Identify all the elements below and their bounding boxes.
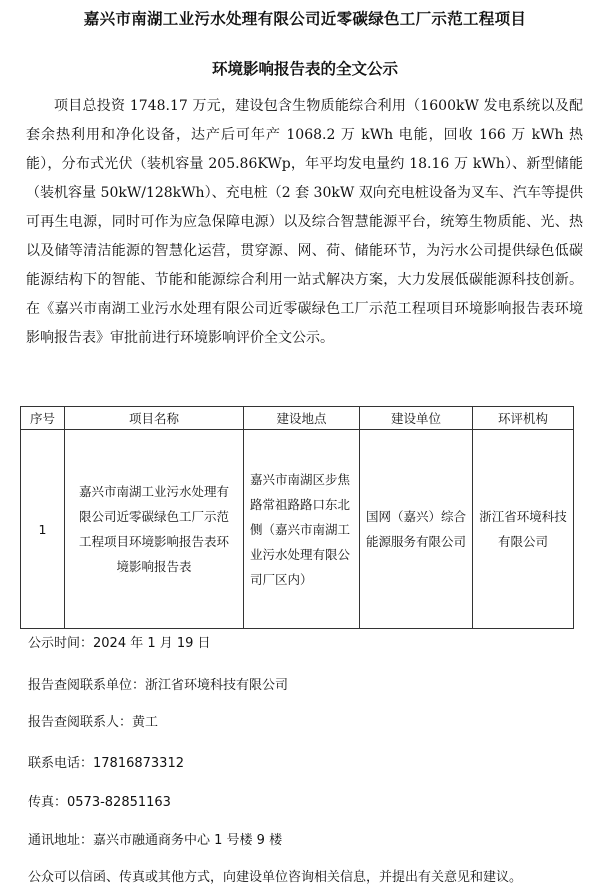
- publish-date: 公示时间：2024 年 1 月 19 日: [28, 636, 211, 651]
- table-header-row: [21, 407, 574, 430]
- project-table: [20, 406, 574, 629]
- header-location: 建设地点: [244, 407, 360, 430]
- header-agency: 环评机构: [473, 407, 574, 430]
- header-project-name: 项目名称: [65, 407, 244, 430]
- intro-paragraph: 项目总投资 1748.17 万元，建设包含生物质能综合利用（1600kW 发电系统以及配套余热利用和净化设备，达产后可年产 1068.2 万 kWh 电能，回收 166 万 kWh 热能），分布式光伏（装机容量 205.86KWp，年平均发电量约 18.16 万 kWh）、新型储能（装机容量 50kW/128kWh）、充电桩（2 套 30kW 双向充电桩设备为叉车、汽车等提供可再生电源，同时可作为应急保障电源）以及综合智慧能源平台，统筹生物质能、光、热以及储等清洁能源的智慧化运营，贯穿源、网、荷、储能环节，为污水公司提供绿色低碳能源结构下的智能、节能和能源综合利用一站式解决方案，大力发展低碳能源科技创新。在《嘉兴市南湖工业污水处理有限公司近零碳绿色工厂示范工程项目环境影响报告表环境影响报告表》审批前进行环境影响评价全文公示。: [26, 98, 583, 346]
- header-builder: 建设单位: [360, 407, 473, 430]
- document-title-line2: 环境影响报告表的全文公示: [211, 59, 398, 78]
- cell-location: 嘉兴市南湖区步焦路常祖路路口东北侧（嘉兴市南湖工业污水处理有限公司厂区内）: [244, 430, 360, 629]
- public-notice: 公众可以信函、传真或其他方式，向建设单位咨询相关信息，并提出有关意见和建议。: [28, 870, 523, 885]
- contact-address: 通讯地址：嘉兴市融通商务中心 1 号楼 9 楼: [28, 833, 283, 848]
- header-index: 序号: [21, 407, 65, 430]
- document-title-line1: 嘉兴市南湖工业污水处理有限公司近零碳绿色工厂示范工程项目: [83, 9, 527, 28]
- cell-agency: 浙江省环境科技有限公司: [473, 430, 574, 629]
- contact-person: 报告查阅联系人：黄工: [28, 715, 159, 730]
- contact-unit: 报告查阅联系单位：浙江省环境科技有限公司: [28, 678, 289, 693]
- contact-phone: 联系电话：17816873312: [28, 756, 184, 771]
- contact-fax: 传真：0573-82851163: [28, 795, 171, 810]
- cell-builder: 国网（嘉兴）综合能源服务有限公司: [360, 430, 473, 629]
- table-row: [21, 430, 574, 629]
- cell-project-name: 嘉兴市南湖工业污水处理有限公司近零碳绿色工厂示范工程项目环境影响报告表环境影响报告表: [65, 430, 244, 629]
- cell-index: 1: [21, 430, 65, 629]
